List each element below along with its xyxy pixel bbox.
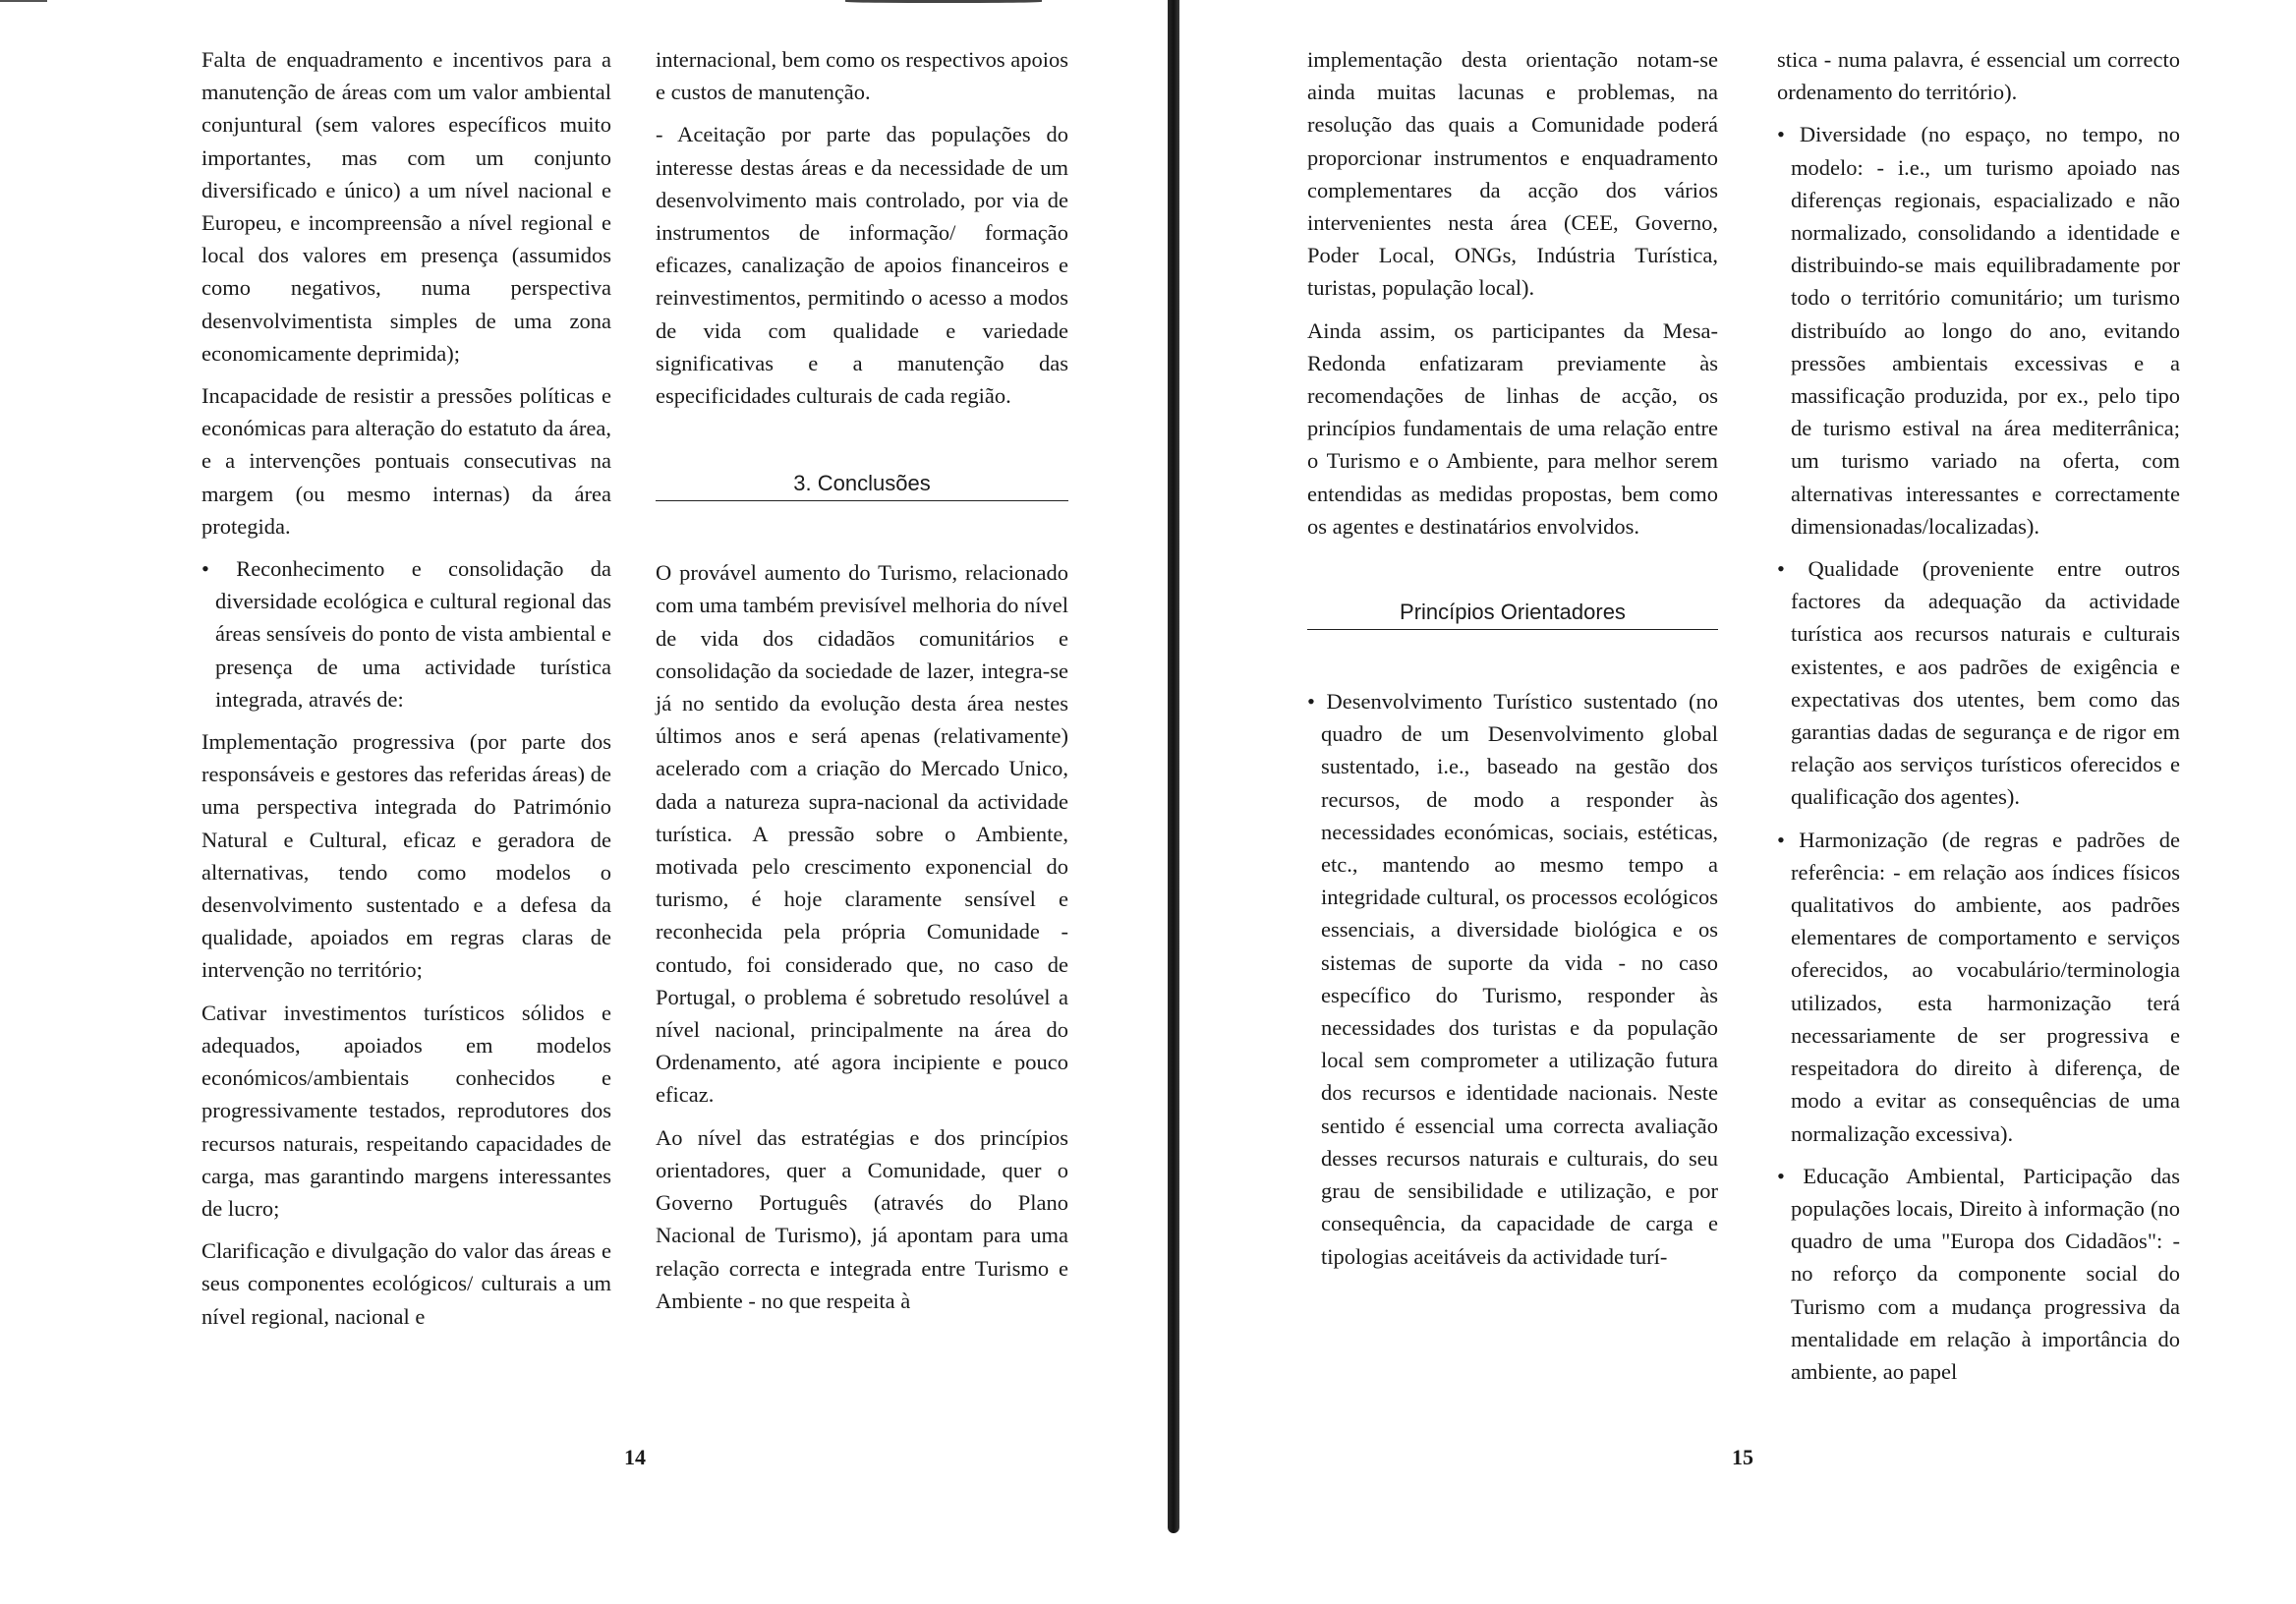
paragraph: implementação desta orientação notam-se ainda muitas lacunas e problemas, na resolução das quais a Comunidade poderá proporcionar instrumentos e enquadramento complementares da acção dos vários intervenientes nesta área (CEE, Governo, Poder Local, ONGs, Indústria Turística, turistas, população local). — [1307, 47, 1718, 301]
right-page-column-1 — [1307, 43, 1718, 1283]
paragraph: internacional, bem como os respectivos apoios e custos de manutenção. — [656, 47, 1068, 105]
paragraph: Clarificação e divulgação do valor das áreas e seus componentes ecológicos/ culturais a um nível regional, nacional e — [201, 1238, 611, 1329]
paragraph: O provável aumento do Turismo, relacionado com uma também previsível melhoria do nível de vida dos cidadãos comunitários e consolidação da sociedade de lazer, integra-se já no sentido da evolução desta área nestes últimos anos e será apenas (relativamente) acelerado com a criação do Mercado Unico, dada a natureza supra-nacional da actividade turística. A pressão sobre o Ambiente, motivada pelo crescimento exponencial do turismo, é hoje claramente sensível e reconhecida pela própria Comunidade - contudo, foi considerado que, no caso de Portugal, o problema é sobretudo resolúvel a nível nacional, principalmente na área do Ordenamento, até agora incipiente e pouco eficaz. — [656, 560, 1068, 1108]
paragraph: - Aceitação por parte das populações do interesse destas áreas e da necessidade de um desenvolvimento mais controlado, por via de instrumentos de informação/ formação eficazes, canalização de apoios financeiros e reinvestimentos, permitindo o acesso a modos de vida com qualidade e variedade significativas e a manutenção das especificidades culturais de cada região. — [656, 122, 1068, 409]
bullet-paragraph: • Desenvolvimento Turístico sustentado (no quadro de um Desenvolvimento global sustentado, i.e., baseado na gestão dos recursos, de modo a responder às necessidades económicas, sociais, estéticas, etc., mantendo ao mesmo tempo a integridade cultural, os processos ecológicos essenciais, a diversidade biológica e os sistemas de suporte da vida - no caso específico do Turismo, responder às necessidades dos turistas e da população local sem comprometer a utilização futura dos recursos e identidade nacionais. Neste sentido é essencial uma correcta avaliação desses recursos naturais e culturais, do seu grau de sensibilidade e utilização, e por consequência, da capacidade de carga e tipologias aceitáveis da actividade turí- — [1307, 689, 1718, 1269]
book-spine-shadow — [1168, 0, 1179, 1533]
paragraph: Implementação progressiva (por parte dos responsáveis e gestores das referidas áreas) de uma perspectiva integrada do Património Natural e Cultural, eficaz e geradora de alternativas, tendo como modelos o desenvolvimento sustentado e a defesa da qualidade, apoiados em regras claras de intervenção no território; — [201, 729, 611, 983]
page-number: 15 — [1732, 1445, 1753, 1469]
paragraph: Incapacidade de resistir a pressões políticas e económicas para alteração do estatuto da área, e a intervenções pontuais consecutivas na margem (ou mesmo internas) da área protegida. — [201, 383, 611, 539]
bullet-paragraph: • Educação Ambiental, Participação das populações locais, Direito à informação (no quadro de uma "Europa dos Cidadãos": - no reforço da componente social do Turismo com a mudança progressiva da mentalidade em relação à importância do ambiente, ao papel — [1777, 1163, 2180, 1384]
right-page-column-2 — [1777, 43, 2180, 1398]
section-heading-principios: Princípios Orientadores — [1307, 598, 1718, 630]
paragraph: Cativar investimentos turísticos sólidos e adequados, apoiados em modelos económicos/ambientais conhecidos e progressivamente testados, reprodutores dos recursos naturais, respeitando capacidades de carga, mas garantindo margens interessantes de lucro; — [201, 1000, 611, 1221]
bullet-paragraph: • Harmonização (de regras e padrões de referência: - em relação aos índices físicos qualitativos do ambiente, aos padrões elementares de comportamento e serviços oferecidos, ao vocabulário/terminologia utilizados, esta harmonização terá necessariamente de ser progressiva e respeitadora do direito à diferença, de modo a evitar as consequências de uma normalização excessiva). — [1777, 827, 2180, 1146]
left-page-column-2 — [656, 43, 1068, 1327]
paragraph: stica - numa palavra, é essencial um correcto ordenamento do território). — [1777, 47, 2180, 105]
section-heading-conclusoes: 3. Conclusões — [656, 469, 1068, 501]
paragraph: Ao nível das estratégias e dos princípios orientadores, quer a Comunidade, quer o Governo Português (através do Plano Nacional de Turismo), já apontam para uma relação correcta e integrada entre Turismo e Ambiente - no que respeita à — [656, 1124, 1068, 1313]
left-page-column-1 — [201, 43, 611, 1343]
page-number: 14 — [624, 1445, 646, 1469]
bullet-paragraph: • Reconhecimento e consolidação da diversidade ecológica e cultural regional das áreas sensíveis do ponto de vista ambiental e presença de uma actividade turística integrada, através de: — [201, 556, 612, 712]
bullet-paragraph: • Diversidade (no espaço, no tempo, no modelo: - i.e., um turismo apoiado nas diferenças regionais, espacializado e não normalizado, consolidando a identidade e distribuindo-se mais equilibradamente por todo o território comunitário; um turismo distribuído ao longo do ano, evitando pressões ambientais excessivas e a massificação produzida, por ex., pelo tipo de turismo estival na área mediterrânica; um turismo variado na oferta, com alternativas interessantes e correctamente dimensionadas/localizadas). — [1777, 122, 2180, 539]
paragraph: Ainda assim, os participantes da Mesa-Redonda enfatizaram previamente às recomendações de linhas de acção, os princípios fundamentais de uma relação entre o Turismo e o Ambiente, para melhor serem entendidas as medidas propostas, bem como os agentes e destinatários envolvidos. — [1307, 317, 1718, 539]
bullet-paragraph: • Qualidade (proveniente entre outros factores da adequação da actividade turística aos recursos naturais e culturais existentes, e aos padrões de exigência e expectativas dos utentes, bem como das garantias dadas de segurança e de rigor em relação aos serviços turísticos oferecidos e qualificação dos agentes). — [1777, 556, 2180, 810]
paragraph: Falta de enquadramento e incentivos para a manutenção de áreas com um valor ambiental conjuntural (sem valores específicos muito importantes, mas com um conjunto diversificado e único) a um nível nacional e Europeu, e incompreensão a nível regional e local dos valores em presença (assumidos como negativos, numa perspectiva desenvolvimentista simples de uma zona economicamente deprimida); — [201, 47, 611, 366]
